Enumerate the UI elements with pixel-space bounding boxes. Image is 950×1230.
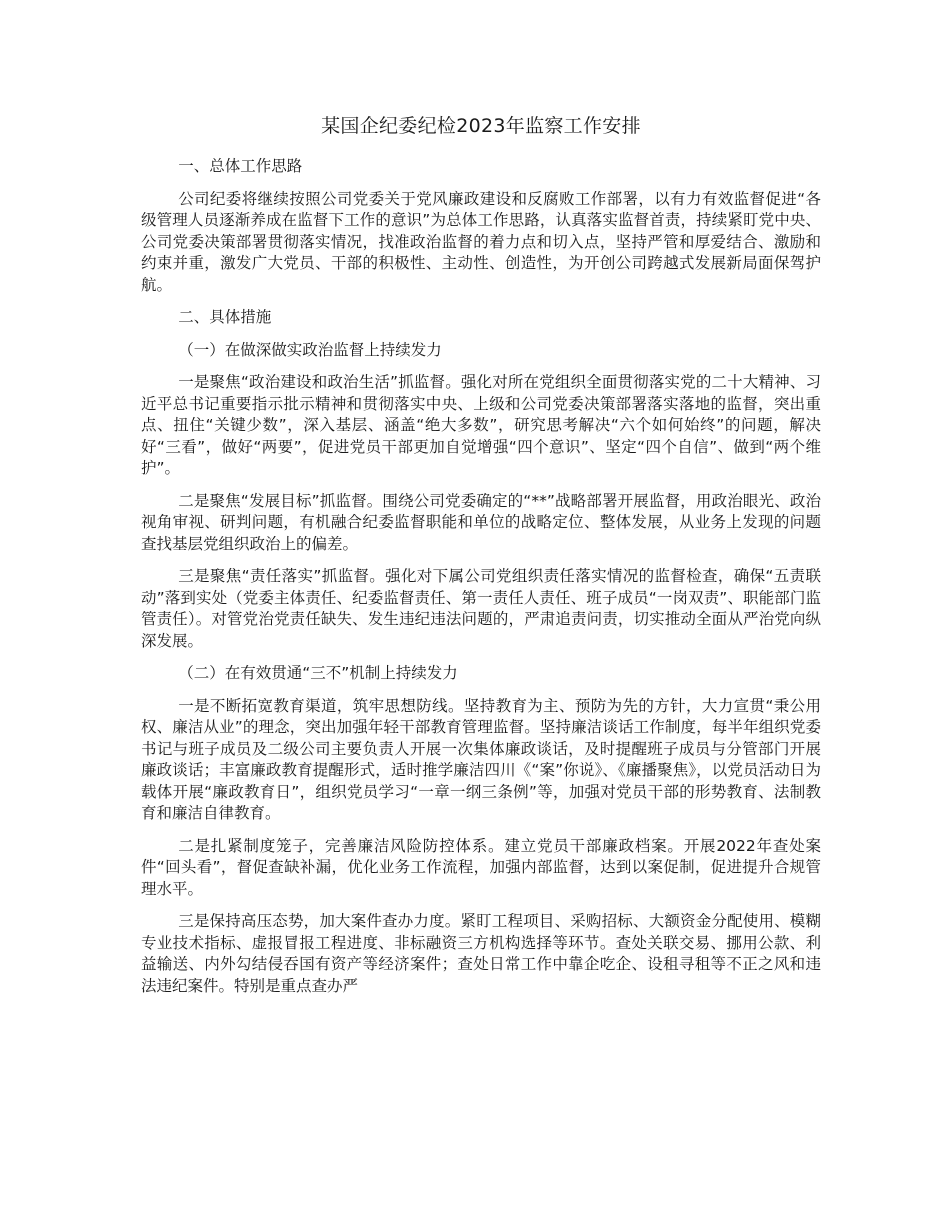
subsection-1-paragraph-2: 二是聚焦“发展目标”抓监督。围绕公司党委确定的“**”战略部署开展监督，用政治眼光、政治视角审视、研判问题，有机融合纪委监督职能和单位的战略定位、整体发展，从业务上发现的问题查找基层党组织政治上的偏差。	[141, 491, 821, 553]
subsection-2-paragraph-2: 二是扎紧制度笼子，完善廉洁风险防控体系。建立党员干部廉政档案。开展2022年查处案件“回头看”，督促查缺补漏，优化业务工作流程，加强内部监督，达到以案促制，促进提升合规管理水平。	[141, 836, 821, 898]
section-1-heading: 一、总体工作思路	[178, 157, 303, 175]
section-2-heading: 二、具体措施	[178, 308, 272, 326]
document-title: 某国企纪委纪检2023年监察工作安排	[321, 115, 641, 137]
subsection-1-heading: （一）在做深做实政治监督上持续发力	[178, 340, 442, 359]
document-page	[141, 112, 821, 1008]
subsection-1-paragraph-1: 一是聚焦“政治建设和政治生活”抓监督。强化对所在党组织全面贯彻落实党的二十大精神、习近平总书记重要指示批示精神和贯彻落实中央、上级和公司党委决策部署落实落地的监督，突出重点、扭住“关键少数”，深入基层、涵盖“绝大多数”，研究思考解决“六个如何始终”的问题，解决好“三看”，做好“两要”，促进党员干部更加自觉增强“四个意识”、坚定“四个自信”、做到“两个维护”。	[141, 373, 821, 477]
subsection-2-paragraph-1: 一是不断拓宽教育渠道，筑牢思想防线。坚持教育为主、预防为先的方针，大力宣贯“秉公用权、廉洁从业”的理念，突出加强年轻干部教育管理监督。坚持廉洁谈话工作制度，每半年组织党委书记与班子成员及二级公司主要负责人开展一次集体廉政谈话，及时提醒班子成员与分管部门开展廉政谈话；丰富廉政教育提醒形式，适时推学廉洁四川《“案”你说》、《廉播聚焦》，以党员活动日为载体开展“廉政教育日”，组织党员学习“一章一纲三条例”等，加强对党员干部的形势教育、法制教育和廉洁自律教育。	[141, 696, 821, 822]
section-1-paragraph: 公司纪委将继续按照公司党委关于党风廉政建设和反腐败工作部署，以有力有效监督促进“各级管理人员逐渐养成在监督下工作的意识”为总体工作思路，认真落实监督首责，持续紧盯党中央、公司党委决策部署贯彻落实情况，找准政治监督的着力点和切入点，坚持严管和厚爱结合、激励和约束并重，激发广大党员、干部的积极性、主动性、创造性，为开创公司跨越式发展新局面保驾护航。	[141, 189, 821, 294]
subsection-2-heading: （二）在有效贯通“三不”机制上持续发力	[178, 664, 458, 682]
subsection-2-paragraph-3: 三是保持高压态势，加大案件查办力度。紧盯工程项目、采购招标、大额资金分配使用、模糊专业技术指标、虚报冒报工程进度、非标融资三方机构选择等环节。查处关联交易、挪用公款、利益输送、内外勾结侵吞国有资产等经济案件；查处日常工作中靠企吃企、设租寻租等不正之风和违法违纪案件。特别是重点查办严	[141, 912, 821, 995]
subsection-1-paragraph-3: 三是聚焦“责任落实”抓监督。强化对下属公司党组织责任落实情况的监督检查，确保“五责联动”落到实处（党委主体责任、纪委监督责任、第一责任人责任、班子成员“一岗双责”、职能部门监管责任）。对管党治党责任缺失、发生违纪违法问题的，严肃追责问责，切实推动全面从严治党向纵深发展。	[141, 567, 821, 650]
